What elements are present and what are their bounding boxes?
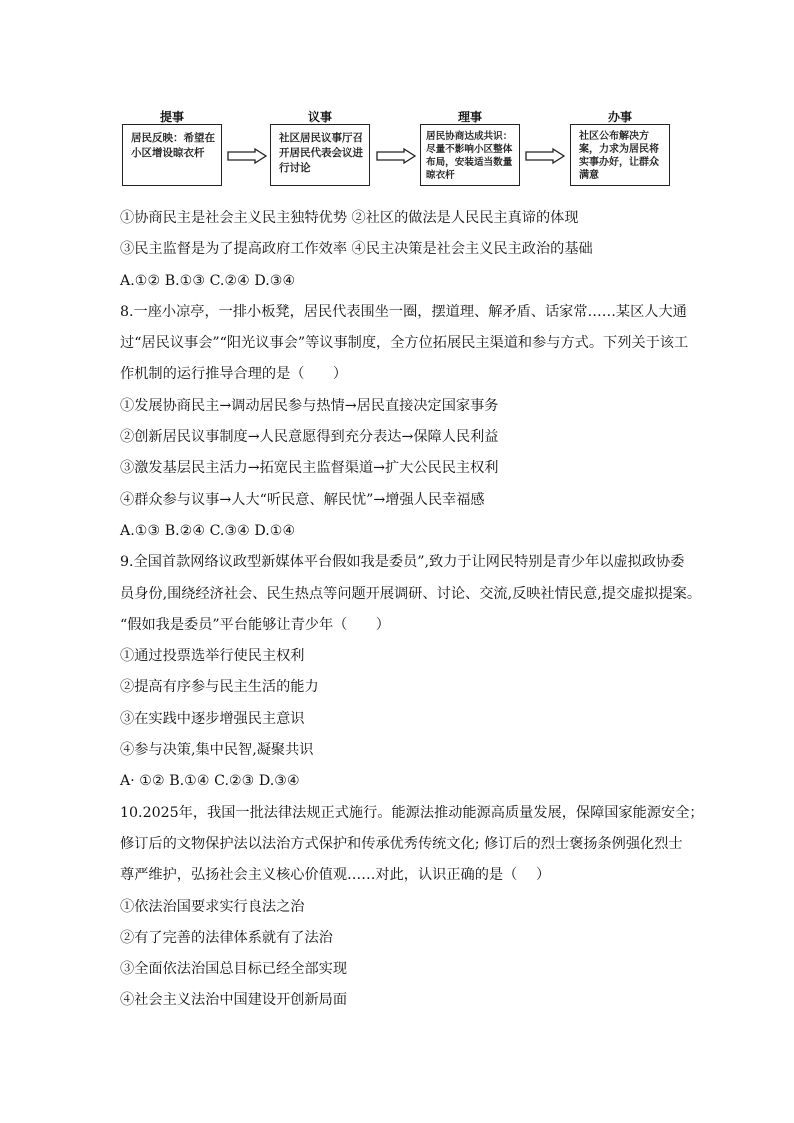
text-line: ③在实践中逐步增强民主意识	[120, 710, 305, 727]
process-flow-diagram	[120, 104, 680, 194]
right-arrow-icon	[525, 148, 565, 164]
text-line: ①依法治国要求实行良法之治	[120, 898, 305, 915]
stage-title: 理事	[457, 110, 482, 124]
text-line: 作机制的运行推导合理的是（ ）	[120, 366, 348, 383]
text-line: 尊严维护，弘扬社会主义核心价值观……对此，认识正确的是（ ）	[120, 867, 551, 884]
text-line: ③激发基层民主活力→拓宽民主监督渠道→扩大公民民主权利	[120, 460, 499, 477]
answer-options: A· ①② B.①④ C.②③ D.③④	[120, 773, 300, 790]
stage-box: 居民反映：希望在小区增设晾衣杆	[122, 124, 222, 186]
text-line: ①通过投票选举行使民主权利	[120, 648, 305, 665]
question-9-stem: 9.全国首款网络议政型新媒体平台假如我是委员”,致力于让网民特别是青少年以虚拟政协委	[120, 554, 685, 571]
stage-title: 办事	[607, 110, 632, 124]
text-line: 过“居民议事会”“阳光议事会”等议事制度，全方位拓展民主渠道和参与方式。下列关于该工	[120, 335, 689, 352]
text-line: ②创新居民议事制度→人民意愿得到充分表达→保障人民利益	[120, 429, 499, 446]
stage-title: 提事	[159, 110, 184, 124]
text-line: ④参与决策,集中民智,凝聚共识	[120, 742, 314, 759]
text-line: ②提高有序参与民主生活的能力	[120, 679, 319, 696]
stage-title: 议事	[307, 110, 332, 124]
text-line: ④社会主义法治中国建设开创新局面	[120, 992, 348, 1009]
text-line: 员身份,围绕经济社会、民生热点等问题开展调研、讨论、交流,反映社情民意,提交虚拟提案。	[120, 585, 702, 602]
text-line: ④群众参与议事→人大“听民意、解民忧”→增强人民幸福感	[120, 491, 485, 508]
text-line: ③民主监督是为了提高政府工作效率 ④民主决策是社会主义民主政治的基础	[120, 241, 593, 258]
text-line: ①协商民主是社会主义民主独特优势 ②社区的做法是人民民主真谛的体现	[120, 210, 579, 226]
question-10-stem: 10.2025年，我国一批法律法规正式施行。能源法推动能源高质量发展，保障国家能源安全；	[120, 804, 704, 821]
text-line: ②有了完善的法律体系就有了法治	[120, 929, 333, 946]
answer-options: A.①③ B.②④ C.③④ D.①④	[120, 522, 296, 539]
text-line: 修订后的文物保护法以法治方式保护和传承优秀传统文化; 修订后的烈士褒扬条例强化烈士	[120, 835, 683, 852]
stage-box: 社区公布解决方案，力求为居民将实事办好，让群众满意	[570, 124, 670, 186]
question-text	[120, 203, 704, 1017]
question-8-stem: 8.一座小凉亭，一排小板凳，居民代表围坐一圈，摆道理、解矛盾、话家常……某区人大通	[120, 303, 687, 320]
right-arrow-icon	[376, 148, 416, 164]
answer-options: A.①② B.①③ C.②④ D.③④	[120, 272, 296, 289]
text-line: ③全面依法治国总目标已经全部实现	[120, 961, 348, 978]
stage-box: 社区居民议事厅召开居民代表会议进行讨论	[270, 124, 370, 186]
text-line: “假如我是委员”平台能够让青少年（ ）	[120, 616, 390, 633]
stage-box: 居民协商达成共识：尽量不影响小区整体布局，安装适当数量晾衣杆	[420, 124, 520, 186]
right-arrow-icon	[227, 148, 267, 164]
text-line: ①发展协商民主→调动居民参与热情→居民直接决定国家事务	[120, 397, 499, 414]
